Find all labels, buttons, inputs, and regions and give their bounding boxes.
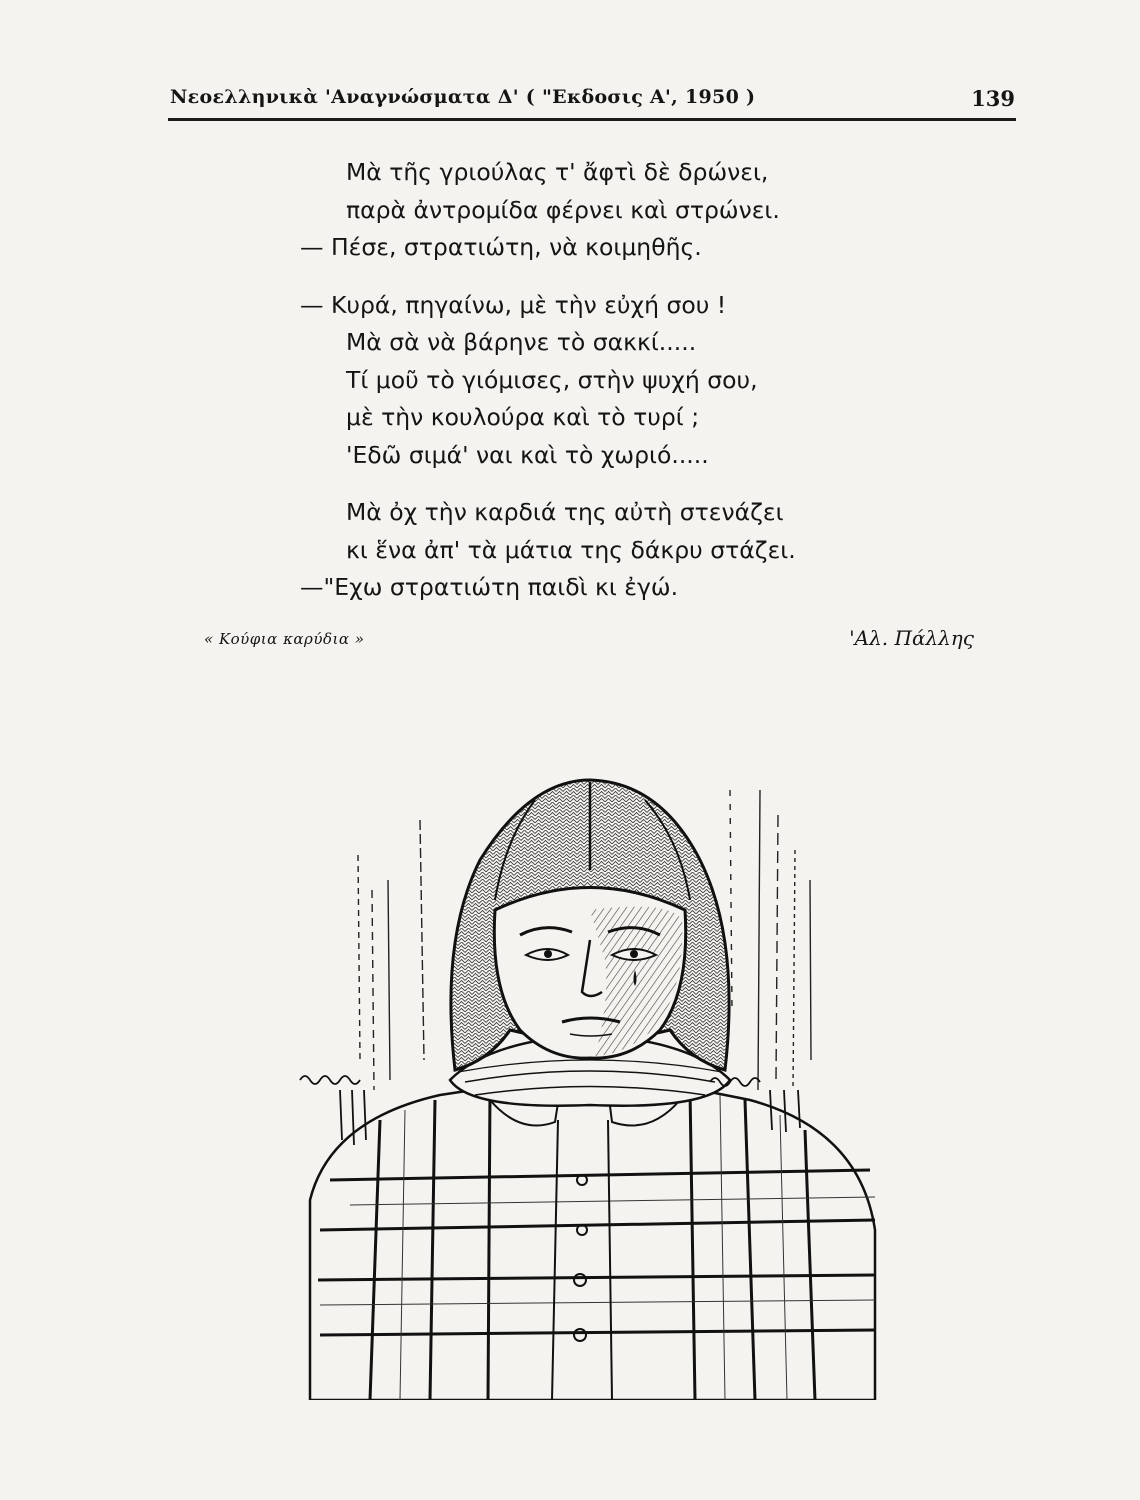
- attribution: [204, 626, 974, 656]
- soldier-illustration: [290, 760, 890, 1400]
- poem-line: — Πέσε, στρατιώτη, νὰ κοιμηθῆς.: [300, 233, 702, 261]
- poem-line: — Κυρά, πηγαίνω, μὲ τὴν εὐχή σου !: [300, 290, 727, 319]
- poem: [300, 154, 920, 627]
- author-name: 'Αλ. Πάλλης: [849, 626, 974, 650]
- poem-line: —"Εχω στρατιώτη παιδὶ κι ἐγώ.: [300, 573, 679, 601]
- checked-coat: [310, 1080, 875, 1400]
- running-header: [170, 86, 1015, 116]
- poem-stanza-1: [300, 154, 920, 267]
- poem-stanza-3: [300, 494, 920, 607]
- running-title: Νεοελληνικὰ 'Αναγνώσματα Δ' ( "Εκδοσις Α', 1950 ): [170, 86, 756, 108]
- poem-line: παρὰ ἀντρομίδα φέρνει καὶ στρώνει.: [346, 195, 780, 224]
- poem-line: Τί μοῦ τὸ γιόμισες, στὴν ψυχή σου,: [346, 365, 758, 394]
- face: [494, 888, 685, 1059]
- poem-line: κι ἕνα ἀπ' τὰ μάτια της δάκρυ στάζει.: [346, 535, 796, 564]
- page-number: 139: [971, 86, 1015, 111]
- poem-line: Μὰ τῆς γριούλας τ' ἄφτὶ δὲ δρώνει,: [346, 158, 769, 186]
- source-title: « Κούφια καρύδια »: [204, 630, 365, 648]
- poem-line: 'Εδῶ σιμά' ναι καὶ τὸ χωριό.....: [346, 440, 709, 469]
- poem-line: Μὰ ὀχ τὴν καρδιά της αὐτὴ στενάζει: [346, 498, 784, 526]
- poem-stanza-2: [300, 287, 920, 475]
- poem-line: μὲ τὴν κουλούρα καὶ τὸ τυρί ;: [346, 403, 700, 431]
- poem-line: Μὰ σὰ νὰ βάρηνε τὸ σακκί.....: [346, 328, 697, 356]
- header-rule: [168, 118, 1016, 121]
